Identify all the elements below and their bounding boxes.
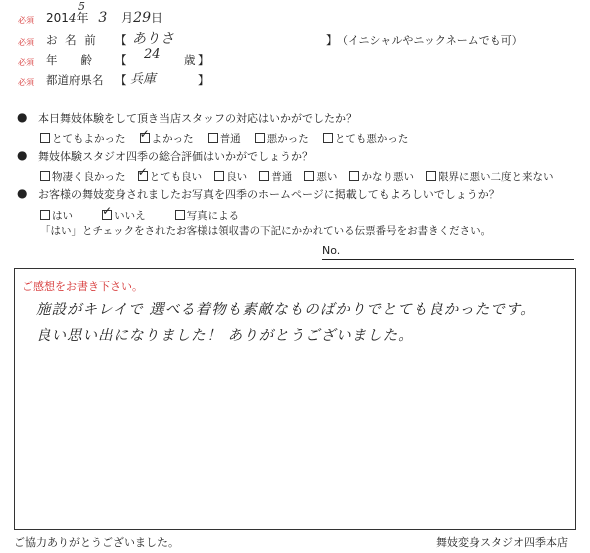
year-suffix: 年 — [76, 11, 89, 25]
age-unit: 歳 — [184, 53, 196, 67]
required-mark: 必須 — [18, 78, 34, 87]
checkbox-checked[interactable] — [137, 165, 148, 181]
checkbox[interactable] — [304, 171, 314, 181]
option-good[interactable]: ✓ よかった — [139, 127, 194, 145]
date-field — [46, 9, 163, 26]
checkbox[interactable] — [349, 171, 359, 181]
question-3-options — [40, 205, 248, 224]
required-mark: 必須 — [18, 58, 34, 67]
bullet-icon: ● — [17, 110, 28, 124]
comment-line: 良い思い出になりました！ ありがとうございました。 — [36, 328, 414, 344]
checkbox[interactable] — [255, 133, 265, 143]
prefecture-bracket-open: 【 — [115, 73, 127, 87]
year-prefix: 201 — [46, 11, 69, 25]
year-handwritten: 4 — [68, 11, 77, 25]
question-1-options — [40, 128, 417, 147]
day-label: 日 — [150, 11, 163, 25]
checkbox-checked[interactable] — [139, 127, 150, 143]
age-bracket-open: 【 — [115, 53, 127, 67]
comment-title: ご感想をお書き下さい。 — [22, 280, 143, 293]
check-mark-icon: ✓ — [139, 127, 150, 141]
question-2-options — [40, 166, 554, 185]
option-normal[interactable]: 普通 — [208, 131, 241, 146]
prefecture-value: 兵庫 — [130, 72, 157, 87]
option-yes[interactable]: はい — [40, 208, 73, 223]
age-label: 年 齢 — [46, 53, 92, 67]
name-label: お 名 前 — [46, 33, 98, 47]
required-mark: 必須 — [18, 38, 34, 47]
checkbox[interactable] — [208, 133, 218, 143]
checkbox[interactable] — [40, 210, 50, 220]
checkbox[interactable] — [40, 133, 50, 143]
checkbox[interactable] — [426, 171, 436, 181]
month-label: 月 — [121, 11, 134, 25]
checkbox[interactable] — [323, 133, 333, 143]
age-value: 24 — [144, 47, 161, 62]
age-bracket-close: 】 — [198, 53, 210, 67]
check-mark-icon: ✓ — [137, 165, 148, 179]
option-no[interactable]: ✓ いいえ — [102, 204, 146, 222]
required-mark: 必須 — [18, 16, 34, 25]
checkbox[interactable] — [214, 171, 224, 181]
option-good[interactable]: 良い — [214, 169, 247, 184]
option-quite-bad[interactable]: かなり悪い — [349, 169, 414, 184]
thanks-text: ご協力ありがとうございました。 — [14, 536, 179, 549]
check-mark-icon: ✓ — [102, 204, 113, 218]
name-bracket-close: 】 — [326, 33, 338, 47]
slip-no-label: No. — [322, 244, 341, 257]
month-value: 3 — [98, 10, 108, 26]
option-normal[interactable]: 普通 — [259, 169, 292, 184]
comment-line: 施設がキレイで 選べる着物も素敵なものばかりでとても良かったです。 — [36, 302, 536, 318]
checkbox[interactable] — [175, 210, 185, 220]
checkbox-checked[interactable] — [102, 204, 113, 220]
bullet-icon: ● — [17, 186, 28, 200]
prefecture-label: 都道府県名 — [46, 73, 104, 87]
checkbox[interactable] — [40, 171, 50, 181]
day-value: 29 — [133, 10, 151, 26]
question-2-text: 舞妓体験スタジオ四季の総合評価はいかがでしょうか？ — [38, 150, 313, 163]
question-3-text: お客様の舞妓変身されましたお写真を四季のホームページに掲載してもよろしいでしょうか？ — [38, 188, 500, 201]
option-bad[interactable]: 悪かった — [255, 131, 309, 146]
name-value: ありさ — [132, 31, 174, 47]
option-depends-on-photo[interactable]: 写真による — [175, 208, 240, 223]
prefecture-bracket-close: 】 — [198, 73, 210, 87]
checkbox[interactable] — [259, 171, 269, 181]
question-1-text: 本日舞妓体験をして頂き当店スタッフの対応はいかがでしたか？ — [38, 112, 357, 125]
option-very-good[interactable]: とてもよかった — [40, 131, 126, 146]
option-extremely-good[interactable]: 物凄く良かった — [40, 169, 126, 184]
name-bracket-open: 【 — [115, 33, 127, 47]
month-correction: 5 — [78, 0, 85, 13]
slip-number-note: 「はい」とチェックをされたお客様は領収書の下記にかかれている伝票番号をお書きください。 — [40, 225, 492, 237]
slip-no-underline — [322, 259, 574, 260]
option-never-again[interactable]: 限界に悪い二度と来ない — [426, 169, 554, 184]
name-note: （イニシャルやニックネームでも可） — [337, 34, 523, 47]
shop-name: 舞妓変身スタジオ四季本店 — [436, 536, 568, 549]
option-bad[interactable]: 悪い — [304, 169, 337, 184]
bullet-icon: ● — [17, 148, 28, 162]
option-very-good[interactable]: ✓ とても良い — [137, 165, 203, 183]
option-very-bad[interactable]: とても悪かった — [323, 131, 409, 146]
